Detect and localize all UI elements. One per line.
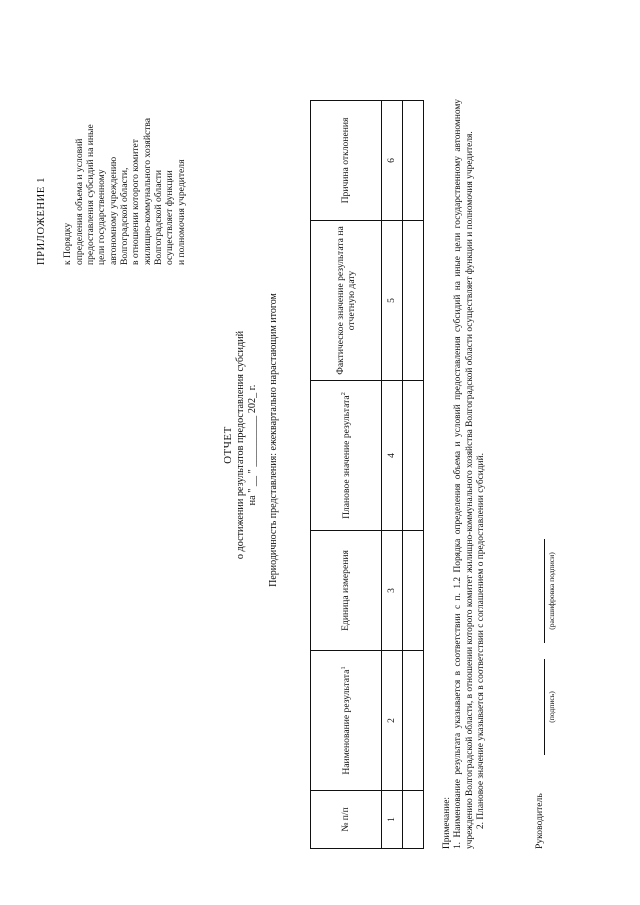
column-header: Единица измерения xyxy=(311,531,382,651)
column-header: Причина отклонения xyxy=(311,101,382,221)
column-number-row xyxy=(382,101,403,849)
appendix-line: Волгоградской области, xyxy=(118,167,130,265)
column-number: 6 xyxy=(382,101,403,221)
report-periodicity: Периодичность представления: ежеквартально нарастающим итогом xyxy=(268,293,279,587)
table-cell[interactable] xyxy=(403,381,424,531)
appendix-block xyxy=(36,15,187,265)
notes-block xyxy=(442,99,488,849)
table-header-row xyxy=(311,101,382,849)
column-number: 1 xyxy=(382,791,403,849)
column-header: Плановое значение результата$^2$ xyxy=(311,381,382,531)
signature-caption: (подпись) xyxy=(547,691,556,723)
appendix-line: автономному учреждению xyxy=(107,156,119,265)
table-cell[interactable] xyxy=(403,531,424,651)
appendix-line: к Порядку xyxy=(62,222,74,265)
appendix-line: осуществляет функции xyxy=(164,170,176,265)
signature-decode-line[interactable] xyxy=(544,539,545,643)
appendix-line: определения объема и условий xyxy=(73,138,85,265)
note-item: 1. Наименование результата указывается в соответствии с п. 1.2 Порядка определения объема и условий предоставления субсидий на иные цели государственному автономному учреждению Волгоградской области, в отношении которого комитет жилищно-коммунального хозяйства Волгоградской области осуществляет функции и полномочия учредителя. xyxy=(453,99,475,849)
table-row xyxy=(403,101,424,849)
signature-block xyxy=(534,349,562,849)
column-number: 3 xyxy=(382,531,403,651)
column-number: 4 xyxy=(382,381,403,531)
column-header: Наименование результата$^1$ xyxy=(311,651,382,791)
appendix-heading: ПРИЛОЖЕНИЕ 1 xyxy=(36,177,47,265)
appendix-line: предоставления субсидий на иные xyxy=(85,124,96,265)
report-title: ОТЧЕТ xyxy=(222,426,234,464)
report-date-line: на " __ " __________ 202_ г. xyxy=(247,384,258,506)
appendix-line: Волгоградской области xyxy=(152,169,164,265)
appendix-line: цели государственному xyxy=(96,169,108,265)
appendix-line: жилищно-коммунального хозяйства xyxy=(141,117,153,265)
report-title-block xyxy=(222,245,259,645)
notes-heading: Примечание: xyxy=(442,796,452,849)
table-cell[interactable] xyxy=(403,101,424,221)
signature-line[interactable] xyxy=(544,659,545,755)
column-number: 5 xyxy=(382,221,403,381)
column-header: Фактическое значение результата на отчетную дату xyxy=(311,221,382,381)
appendix-line: и полномочия учредителя xyxy=(175,159,187,265)
table-cell[interactable] xyxy=(403,791,424,849)
table-cell[interactable] xyxy=(403,651,424,791)
signature-label: Руководитель xyxy=(534,793,545,849)
note-item: 2. Плановое значение указывается в соответствии с соглашением о предоставлении субсидий. xyxy=(476,453,487,829)
results-table xyxy=(310,100,424,849)
column-number: 2 xyxy=(382,651,403,791)
signature-decode-caption: (расшифровка подписи) xyxy=(547,552,556,630)
report-subtitle: о достижении результатов предоставления субсидий xyxy=(234,330,246,560)
appendix-lines xyxy=(62,15,186,265)
column-header: № п/п xyxy=(311,791,382,849)
table-cell[interactable] xyxy=(403,221,424,381)
appendix-line: в отношении которого комитет xyxy=(130,139,142,265)
